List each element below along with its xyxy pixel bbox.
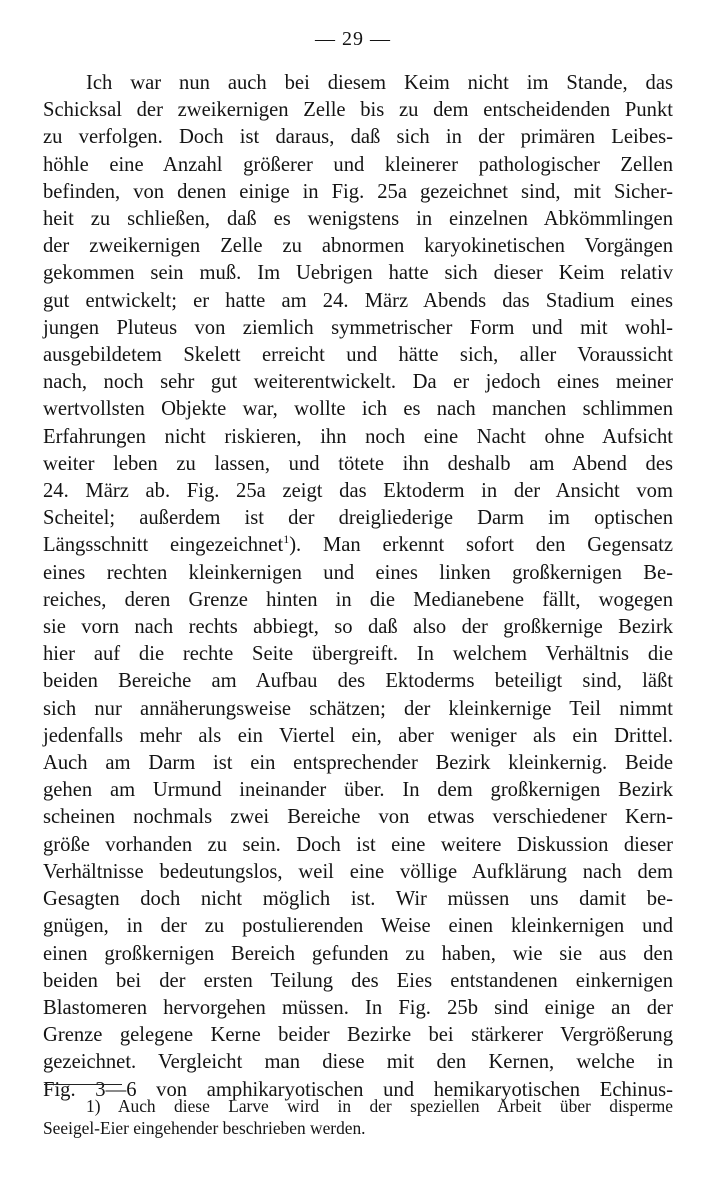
text-line: einen großkernigen Bereich gefunden zu haben, wie sie aus den xyxy=(43,942,673,965)
text-segment: ). Man erkennt sofort den Gegensatz xyxy=(289,534,673,557)
text-line: Auch am Darm ist ein entsprechender Bezirk kleinkernig. Beide xyxy=(43,752,673,775)
page-number: — 29 — xyxy=(315,28,391,50)
text-line: sie vorn nach rechts abbiegt, so daß also der großkernige Bezirk xyxy=(43,616,673,639)
footnote-divider xyxy=(44,1084,122,1085)
text-segment: Längsschnitt eingezeichnet xyxy=(43,534,284,557)
text-line: Verhältnisse bedeutungslos, weil eine völlige Aufklärung nach dem xyxy=(43,860,673,883)
text-line: 24. März ab. Fig. 25a zeigt das Ektoderm in der Ansicht vom xyxy=(43,480,673,503)
footnote xyxy=(43,1095,673,1139)
text-line: scheinen nochmals zwei Bereiche von etwas verschiedener Kern- xyxy=(43,806,673,829)
text-line: Blastomeren hervorgehen müssen. In Fig. 25b sind einige an der xyxy=(43,996,673,1019)
text-line: der zweikernigen Zelle zu abnormen karyokinetischen Vorgängen xyxy=(43,235,673,258)
text-line: Fig. 3—6 von amphikaryotischen und hemikaryotischen Echinus- xyxy=(43,1078,673,1101)
text-line: gekommen sein muß. Im Uebrigen hatte sich dieser Keim relativ xyxy=(43,262,673,285)
text-line: heit zu schließen, daß es wenigstens in einzelnen Abkömmlingen xyxy=(43,208,673,231)
text-line: beiden Bereiche am Aufbau des Ektoderms beteiligt sind, läßt xyxy=(43,670,673,693)
text-line: Ich war nun auch bei diesem Keim nicht im Stande, das xyxy=(86,72,673,94)
text-line: Scheitel; außerdem ist der dreigliederige Darm im optischen xyxy=(43,507,673,530)
text-line: Erfahrungen nicht riskieren, ihn noch eine Nacht ohne Aufsicht xyxy=(43,425,673,448)
text-line: gut entwickelt; er hatte am 24. März Abends das Stadium eines xyxy=(43,289,673,312)
text-line: jungen Pluteus von ziemlich symmetrischer Form und mit wohl- xyxy=(43,316,673,339)
text-line: sich nur annäherungsweise schätzen; der kleinkernige Teil nimmt xyxy=(43,697,673,720)
text-line: eines rechten kleinkernigen und eines linken großkernigen Be- xyxy=(43,561,673,584)
text-line: größe vorhanden zu sein. Doch ist eine weitere Diskussion dieser xyxy=(43,833,673,856)
text-line: wertvollsten Objekte war, wollte ich es nach manchen schlimmen xyxy=(43,398,673,421)
footnote-line: Seeigel-Eier eingehender beschrieben werden. xyxy=(43,1118,366,1138)
body-text xyxy=(43,70,673,1104)
text-line: nach, noch sehr gut weiterentwickelt. Da er jedoch eines meiner xyxy=(43,371,673,394)
text-line: höhle eine Anzahl größerer und kleinerer pathologischer Zellen xyxy=(43,153,673,176)
text-line: gezeichnet. Vergleicht man diese mit den Kernen, welche in xyxy=(43,1051,673,1074)
text-line: gehen am Urmund ineinander über. In dem großkernigen Bezirk xyxy=(43,779,673,802)
footnote-ref: 1 xyxy=(283,532,290,547)
text-line: hier auf die rechte Seite übergreift. In welchem Verhältnis die xyxy=(43,643,673,666)
text-line: ausgebildetem Skelett erreicht und hätte sich, aller Voraussicht xyxy=(43,344,673,367)
text-line: gnügen, in der zu postulierenden Weise einen kleinkernigen und xyxy=(43,915,673,938)
text-line: Schicksal der zweikernigen Zelle bis zu dem entscheidenden Punkt xyxy=(43,99,673,122)
text-line: weiter leben zu lassen, und tötete ihn deshalb am Abend des xyxy=(43,452,673,475)
text-line: reiches, deren Grenze hinten in die Medianebene fällt, wogegen xyxy=(43,588,673,611)
text-line: beiden bei der ersten Teilung des Eies entstandenen einkernigen xyxy=(43,969,673,992)
text-line: befinden, von denen einige in Fig. 25a gezeichnet sind, mit Sicher- xyxy=(43,180,673,203)
text-line: jedenfalls mehr als ein Viertel ein, aber weniger als ein Drittel. xyxy=(43,724,673,747)
text-line: Gesagten doch nicht möglich ist. Wir müssen uns damit be- xyxy=(43,888,673,911)
text-line: zu verfolgen. Doch ist daraus, daß sich in der primären Leibes- xyxy=(43,126,673,149)
text-line: Grenze gelegene Kerne beider Bezirke bei stärkerer Vergrößerung xyxy=(43,1024,673,1047)
text-line-with-footnote-ref xyxy=(43,532,673,559)
footnote-line: 1) Auch diese Larve wird in der speziellen Arbeit über disperme xyxy=(86,1096,673,1116)
